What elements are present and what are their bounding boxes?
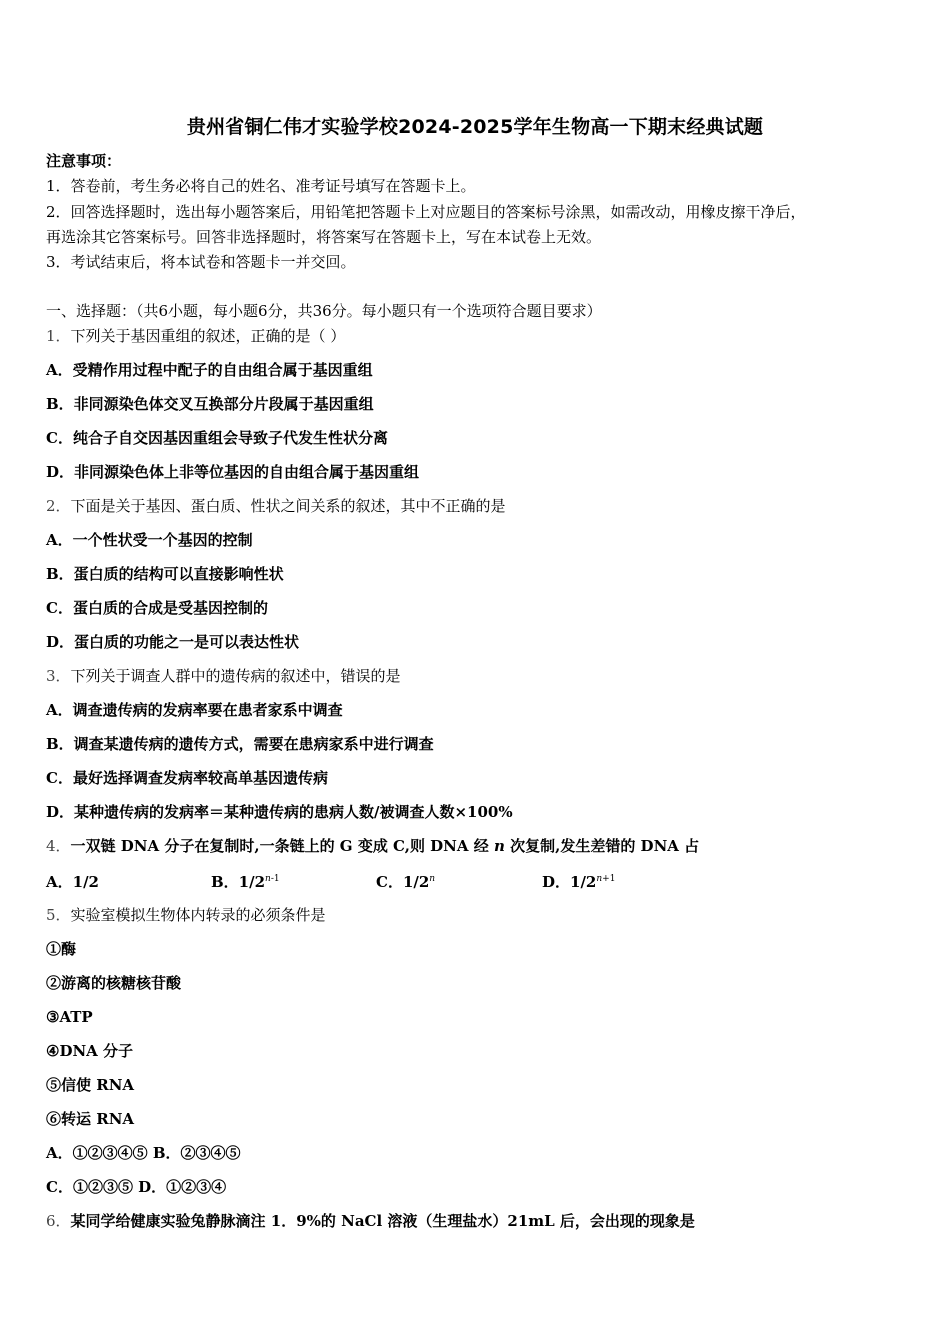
option-a: A．一个性状受一个基因的控制 (46, 531, 253, 549)
question-number: 6． (46, 1212, 71, 1230)
question-6 (46, 1211, 695, 1231)
notice-header: 注意事项： (46, 152, 122, 170)
question-stem: 实验室模拟生物体内转录的必须条件是 (70, 906, 326, 924)
option-c: C．最好选择调查发病率较高单基因遗传病 (46, 769, 328, 787)
option-b: B．1/2$^{n-1}$ (211, 873, 280, 891)
question-4 (46, 836, 699, 856)
option-d: D．某种遗传病的发病率＝某种遗传病的患病人数/被调查人数×100% (46, 803, 513, 821)
question-5 (46, 905, 326, 925)
option-c: C．1/2$^n$ (376, 873, 436, 891)
option-d: D．蛋白质的功能之一是可以表达性状 (46, 633, 300, 651)
question-stem: 一双链 DNA 分子在复制时,一条链上的 G 变成 C,则 DNA 经 n 次复制,发生差错的 DNA 占 (70, 837, 700, 855)
list-item: ②游离的核糖核苷酸 (46, 974, 182, 992)
notice-item: 1．答卷前，考生务必将自己的姓名、准考证号填写在答题卡上。 (46, 177, 476, 195)
question-1 (46, 326, 345, 346)
question-stem: 下列关于调查人群中的遗传病的叙述中，错误的是 (70, 667, 401, 685)
question-number: 2． (46, 497, 71, 515)
notice-item: 3．考试结束后，将本试卷和答题卡一并交回。 (46, 253, 356, 271)
option-b: B．调查某遗传病的遗传方式，需要在患病家系中进行调查 (46, 735, 434, 753)
list-item: ③ATP (46, 1008, 93, 1026)
option-d: D．$1/2^{n+1}$ (542, 873, 616, 891)
option-a: A．1/2 (46, 873, 99, 891)
option-c: C．纯合子自交因基因重组会导致子代发生性状分离 (46, 429, 388, 447)
option-b: B．蛋白质的结构可以直接影响性状 (46, 565, 284, 583)
notice-item: 2．回答选择题时，选出每小题答案后，用铅笔把答题卡上对应题目的答案标号涂黑，如需改动，用橡皮擦干净后， (46, 203, 806, 221)
option-a: A．受精作用过程中配子的自由组合属于基因重组 (46, 361, 373, 379)
option-b: B．非同源染色体交叉互换部分片段属于基因重组 (46, 395, 374, 413)
question-stem: 下列关于基因重组的叙述，正确的是（ ） (70, 327, 346, 345)
list-item: ①酶 (46, 940, 77, 958)
section-header: 一、选择题：（共6小题，每小题6分，共36分。每小题只有一个选项符合题目要求） (46, 302, 602, 320)
question-number: 5． (46, 906, 71, 924)
question-number: 1． (46, 327, 71, 345)
option-row-cd: C．①②③⑤ D．①②③④ (46, 1178, 227, 1196)
option-a: A．调查遗传病的发病率要在患者家系中调查 (46, 701, 343, 719)
list-item: ⑥转运 RNA (46, 1110, 135, 1128)
list-item: ⑤信使 RNA (46, 1076, 135, 1094)
option-row-ab: A．①②③④⑤ B．②③④⑤ (46, 1144, 241, 1162)
question-number: 3． (46, 667, 71, 685)
question-stem: 下面是关于基因、蛋白质、性状之间关系的叙述，其中不正确的是 (70, 497, 506, 515)
notice-item: 再选涂其它答案标号。回答非选择题时，将答案写在答题卡上，写在本试卷上无效。 (46, 228, 602, 246)
question-stem: 某同学给健康实验兔静脉滴注 1．9%的 NaCl 溶液（生理盐水）21mL 后，会出现的现象是 (70, 1212, 695, 1230)
question-number: 4． (46, 837, 71, 855)
question-2 (46, 496, 506, 516)
option-c: C．蛋白质的合成是受基因控制的 (46, 599, 268, 617)
option-d: D．非同源染色体上非等位基因的自由组合属于基因重组 (46, 463, 420, 481)
page-title: 贵州省铜仁伟才实验学校2024-2025学年生物高一下期末经典试题 (186, 116, 764, 138)
question-3 (46, 666, 401, 686)
list-item: ④DNA 分子 (46, 1042, 134, 1060)
